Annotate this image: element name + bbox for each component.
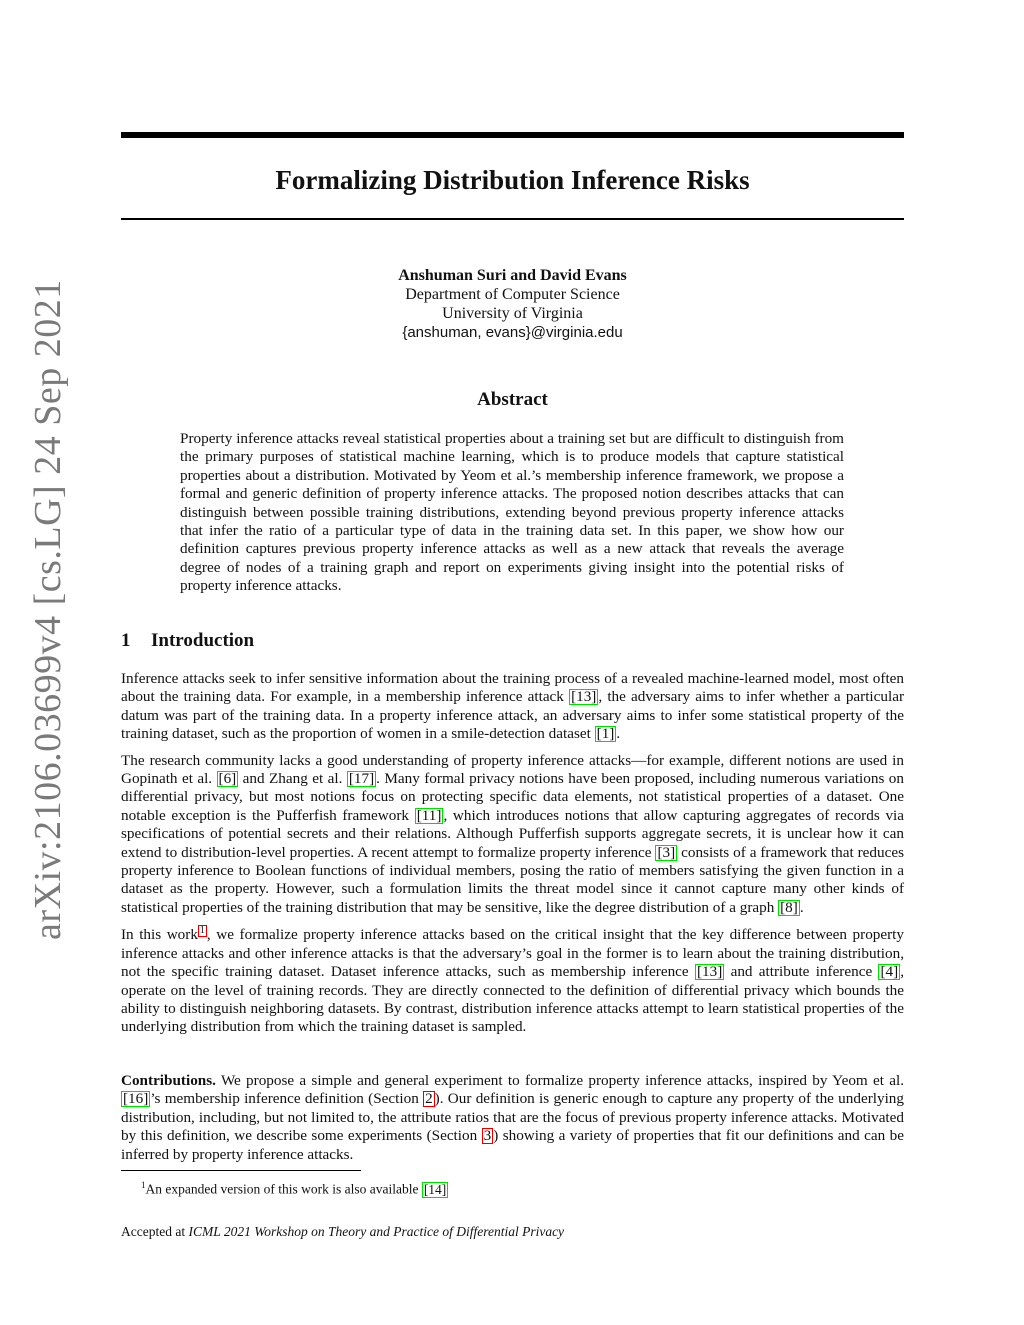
section-heading-introduction (121, 628, 254, 654)
author-block (121, 266, 904, 342)
citation-link[interactable]: [16] (123, 1090, 149, 1108)
footnote-rule (121, 1170, 361, 1171)
acceptance-note: Accepted at ICML 2021 Workshop on Theory and Practice of Differential Privacy (121, 1224, 565, 1239)
section-number: 1 (121, 630, 131, 651)
footnote (141, 1177, 901, 1198)
citation-link[interactable]: [17] (348, 770, 375, 788)
arxiv-stamp: arXiv:2106.03699v4 [cs.LG] 24 Sep 2021 (27, 279, 69, 940)
author-names: Anshuman Suri and David Evans (398, 267, 627, 284)
contributions-block (121, 1072, 904, 1172)
citation-link[interactable]: [13] (696, 963, 723, 981)
introduction-body (121, 670, 904, 1045)
citation-link[interactable]: [3] (657, 843, 676, 861)
citation-link[interactable]: [4] (880, 963, 899, 981)
abstract-text: Property inference attacks reveal statistical properties about a training set but are difficult to distinguish from the primary purposes of statistical machine learning, which is to produce models that capture statistical properties about a distribution. Motivated by Yeom et al.’s membership inference framework, we propose a formal and generic definition of property inference attacks. The proposed notion describes attacks that can distinguish between possible training distributions, extending beyond previous property inference attacks that infer the ratio of a particular type of data in the training data set. In this paper, we show how our definition captures previous property inference attacks as well as a new attack that reveals the average degree of nodes of a training graph and report on experiments giving insight into the potential risks of property inference attacks. (180, 430, 844, 595)
abstract-heading: Abstract (477, 389, 548, 410)
citation-link[interactable]: [11] (416, 806, 442, 824)
section-ref-link[interactable]: 2 (425, 1090, 433, 1108)
intro-paragraph-3: In this work 1 , we formalize property inference attacks based on the critical insight that the key difference between property inference attacks and other inference attacks is that the adversary’s goal in the former is to learn about the training distribution, not the specific training dataset. Dataset inference attacks, such as membership inference [13] and attribute inference [4] , operate on the level of training records. They are directly connected to the definition of differential privacy which bounds the ability to distinguish neighboring datasets. By contrast, distribution inference attacks attempt to learn statistical properties of the underlying distribution from which the training dataset is sampled. (121, 925, 904, 1036)
intro-paragraph-1: Inference attacks seek to infer sensitive information about the training process of a revealed machine-learned model, most often about the training data. For example, in a membership inference attack [13] , the adversary aims to infer whether a particular datum was part of the training data. In a property inference attack, an adversary aims to infer some statistical property of the training dataset, such as the proportion of women in a smile-detection dataset [1] . (121, 670, 905, 743)
citation-link[interactable]: [1] (596, 725, 615, 743)
paper-title: Formalizing Distribution Inference Risks (275, 165, 750, 195)
author-university: University of Virginia (442, 305, 583, 322)
footnote-text: An expanded version of this work is also available (145, 1181, 422, 1197)
footnote-ref-link[interactable]: 1 (199, 925, 205, 937)
contributions-paragraph: Contributions. We propose a simple and general experiment to formalize property inference attacks, inspired by Yeom et al. [16] ’s membership inference definition (Section 2 ). Our definition is generic enough to capture any property of the underlying distribution, including, but not limited to, the attribute ratios that are the focus of previous property inference attacks. Motivated by this definition, we describe some experiments (Section 3 ) showing a variety of properties that fit our definitions and can be inferred by property inference attacks. (121, 1072, 904, 1163)
citation-link[interactable]: [8] (780, 898, 798, 916)
author-department: Department of Computer Science (405, 286, 620, 303)
footnote-mark: 1 (141, 1180, 146, 1190)
intro-paragraph-2: The research community lacks a good understanding of property inference attacks—for example, different notions are used in Gopinath et al. [6] and Zhang et al. [17] . Many formal privacy notions have been proposed, including numerous variations on differential privacy, but most notions focus on protecting specific data elements, not statistical properties of a dataset. One notable exception is the Pufferfish framework [11] , which introduces notions that allow capturing aggregates of records via specifications of potential secrets and their relations. Although Pufferfish supports aggregate secrets, it is unclear how it can extend to distribution-level properties. A recent attempt to formalize property inference [3] consists of a framework that reduces property inference to Boolean functions of individual members, posing the ratio of members satisfying the given function in a dataset as the property. However, such a formulation limits the threat model since it cannot capture many other kinds of statistical properties of the training distribution that may be sensitive, like the degree distribution of a graph [8] . (121, 751, 904, 916)
section-ref-link[interactable]: 3 (483, 1127, 492, 1145)
citation-link[interactable]: [13] (571, 688, 597, 706)
title-top-rule (121, 132, 904, 138)
citation-link[interactable]: [14] (423, 1181, 447, 1197)
contributions-label: Contributions. (121, 1072, 216, 1089)
venue-name: ICML 2021 Workshop on Theory and Practice of Differential Privacy (188, 1224, 565, 1239)
section-title: Introduction (151, 630, 255, 651)
citation-link[interactable]: [6] (218, 770, 237, 788)
title-bottom-rule (121, 218, 904, 220)
author-email: {anshuman, evans}@virginia.edu (402, 324, 623, 341)
